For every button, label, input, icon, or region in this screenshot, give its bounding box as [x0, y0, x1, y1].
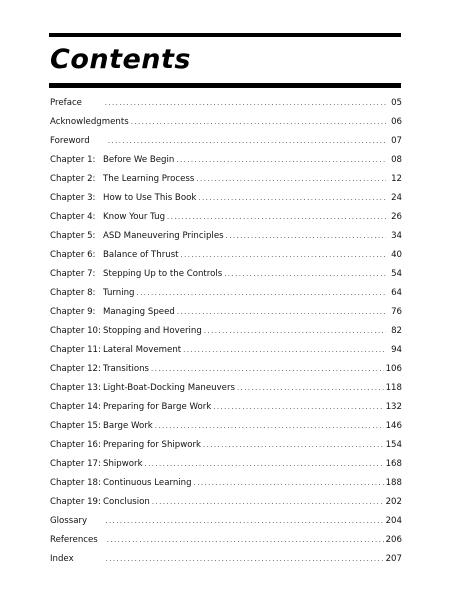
toc-entry-title: Before We Begin	[103, 155, 175, 165]
toc-entry-page: 40	[391, 250, 402, 260]
toc-entry-label: Chapter 15:	[50, 421, 101, 431]
toc-entry-page: 05	[391, 98, 402, 108]
toc-entry-title: Barge Work	[103, 421, 153, 431]
dot-leader	[177, 308, 386, 316]
dot-leader	[176, 156, 386, 164]
toc-entry-page: 188	[385, 478, 402, 488]
toc-entry-page: 118	[385, 383, 402, 393]
toc-entry-title: Continuous Learning	[103, 478, 192, 488]
toc-entry-label: Chapter 14:	[50, 402, 101, 412]
toc-entry[interactable]	[50, 402, 402, 421]
dot-leader	[137, 289, 386, 297]
toc-entry-page: 154	[385, 440, 402, 450]
toc-entry-page: 64	[391, 288, 402, 298]
toc-entry[interactable]	[50, 269, 402, 288]
toc-entry-title: Transitions	[103, 364, 150, 374]
toc-entry[interactable]	[50, 478, 402, 497]
toc-entry-label: Glossary	[50, 516, 88, 526]
toc-entry-label: Chapter 17:	[50, 459, 101, 469]
bottom-rule	[49, 83, 401, 88]
page-title: Contents	[50, 44, 192, 75]
toc-entry-page: 206	[385, 535, 402, 545]
toc-entry[interactable]	[50, 307, 402, 326]
toc-entry[interactable]	[50, 174, 402, 193]
dot-leader	[181, 251, 386, 259]
toc-entry[interactable]	[50, 288, 402, 307]
toc-entry-label: Chapter 4:	[50, 212, 96, 222]
toc-entry-label: Chapter 13:	[50, 383, 101, 393]
toc-entry-page: 34	[391, 231, 402, 241]
toc-entry-label: Chapter 12:	[50, 364, 101, 374]
toc-entry[interactable]	[50, 535, 402, 554]
toc-entry-page: 06	[391, 117, 402, 127]
dot-leader	[198, 194, 386, 202]
toc-entry-page: 106	[385, 364, 402, 374]
dot-leader	[203, 441, 384, 449]
toc-entry-title: Lateral Movement	[103, 345, 182, 355]
toc-entry-title: How to Use This Book	[103, 193, 197, 203]
toc-entry-title: The Learning Process	[103, 174, 195, 184]
toc-entry-title: ASD Maneuvering Principles	[103, 231, 224, 241]
toc-entry[interactable]	[50, 231, 402, 250]
toc-entry-label: References	[50, 535, 98, 545]
toc-entry-title: Stepping Up to the Controls	[103, 269, 223, 279]
toc-entry-label: Acknowledgments	[50, 117, 129, 127]
toc-entry-page: 132	[385, 402, 402, 412]
toc-entry-label: Chapter 1:	[50, 155, 96, 165]
toc-entry-page: 54	[391, 269, 402, 279]
toc-entry[interactable]	[50, 136, 402, 155]
dot-leader	[145, 460, 384, 468]
toc-entry-title: Light-Boat-Docking Maneuvers	[103, 383, 235, 393]
toc-entry[interactable]	[50, 212, 402, 231]
toc-entry-page: 12	[391, 174, 402, 184]
toc-entry-page: 94	[391, 345, 402, 355]
toc-entry-label: Chapter 16:	[50, 440, 101, 450]
dot-leader	[155, 422, 384, 430]
dot-leader	[108, 137, 386, 145]
toc-entry-page: 24	[391, 193, 402, 203]
toc-entry-page: 207	[385, 554, 402, 564]
dot-leader	[152, 498, 384, 506]
toc-entry-page: 07	[391, 136, 402, 146]
toc-entry-label: Chapter 18:	[50, 478, 101, 488]
toc-entry-title: Turning	[103, 288, 135, 298]
toc-entry-label: Chapter 8:	[50, 288, 96, 298]
toc-entry-label: Chapter 5:	[50, 231, 96, 241]
top-rule	[49, 33, 401, 37]
table-of-contents	[50, 98, 402, 573]
toc-entry[interactable]	[50, 440, 402, 459]
dot-leader	[226, 232, 386, 240]
toc-entry[interactable]	[50, 193, 402, 212]
toc-entry-title: Know Your Tug	[103, 212, 166, 222]
dot-leader	[183, 346, 386, 354]
toc-entry[interactable]	[50, 516, 402, 535]
toc-entry-page: 76	[391, 307, 402, 317]
toc-entry[interactable]	[50, 459, 402, 478]
dot-leader	[237, 384, 384, 392]
toc-entry[interactable]	[50, 364, 402, 383]
toc-entry-title: Balance of Thrust	[103, 250, 179, 260]
toc-entry-label: Chapter 6:	[50, 250, 96, 260]
toc-entry[interactable]	[50, 326, 402, 345]
dot-leader	[213, 403, 383, 411]
toc-entry-page: 08	[391, 155, 402, 165]
toc-entry-label: Foreword	[50, 136, 90, 146]
toc-entry-label: Preface	[50, 98, 82, 108]
toc-entry-label: Chapter 11:	[50, 345, 101, 355]
dot-leader	[131, 118, 386, 126]
toc-entry-label: Chapter 19:	[50, 497, 101, 507]
toc-entry-title: Preparing for Barge Work	[103, 402, 212, 412]
toc-entry-label: Chapter 3:	[50, 193, 96, 203]
toc-entry[interactable]	[50, 421, 402, 440]
toc-entry-title: Preparing for Shipwork	[103, 440, 202, 450]
toc-entry-title: Managing Speed	[103, 307, 175, 317]
toc-entry[interactable]	[50, 250, 402, 269]
toc-entry-title: Stopping and Hovering	[103, 326, 202, 336]
toc-entry-page: 26	[391, 212, 402, 222]
dot-leader	[224, 270, 386, 278]
toc-entry-label: Chapter 7:	[50, 269, 96, 279]
toc-entry[interactable]	[50, 345, 402, 364]
toc-entry[interactable]	[50, 497, 402, 516]
toc-entry-label: Chapter 9:	[50, 307, 96, 317]
dot-leader	[105, 517, 383, 525]
toc-entry-title: Shipwork	[103, 459, 143, 469]
toc-entry[interactable]	[50, 155, 402, 174]
toc-entry[interactable]	[50, 117, 402, 136]
dot-leader	[106, 555, 384, 563]
dot-leader	[105, 99, 386, 107]
dot-leader	[204, 327, 386, 335]
toc-entry-page: 202	[385, 497, 402, 507]
toc-entry-page: 82	[391, 326, 402, 336]
toc-entry-page: 146	[385, 421, 402, 431]
toc-entry-page: 204	[385, 516, 402, 526]
dot-leader	[196, 175, 386, 183]
toc-entry[interactable]	[50, 383, 402, 402]
dot-leader	[107, 536, 384, 544]
toc-entry-label: Index	[50, 554, 74, 564]
dot-leader	[194, 479, 384, 487]
dot-leader	[167, 213, 386, 221]
toc-entry[interactable]	[50, 554, 402, 573]
toc-entry-title: Conclusion	[103, 497, 150, 507]
dot-leader	[151, 365, 384, 373]
toc-entry-label: Chapter 2:	[50, 174, 96, 184]
toc-entry-label: Chapter 10:	[50, 326, 101, 336]
toc-entry[interactable]	[50, 98, 402, 117]
toc-entry-page: 168	[385, 459, 402, 469]
